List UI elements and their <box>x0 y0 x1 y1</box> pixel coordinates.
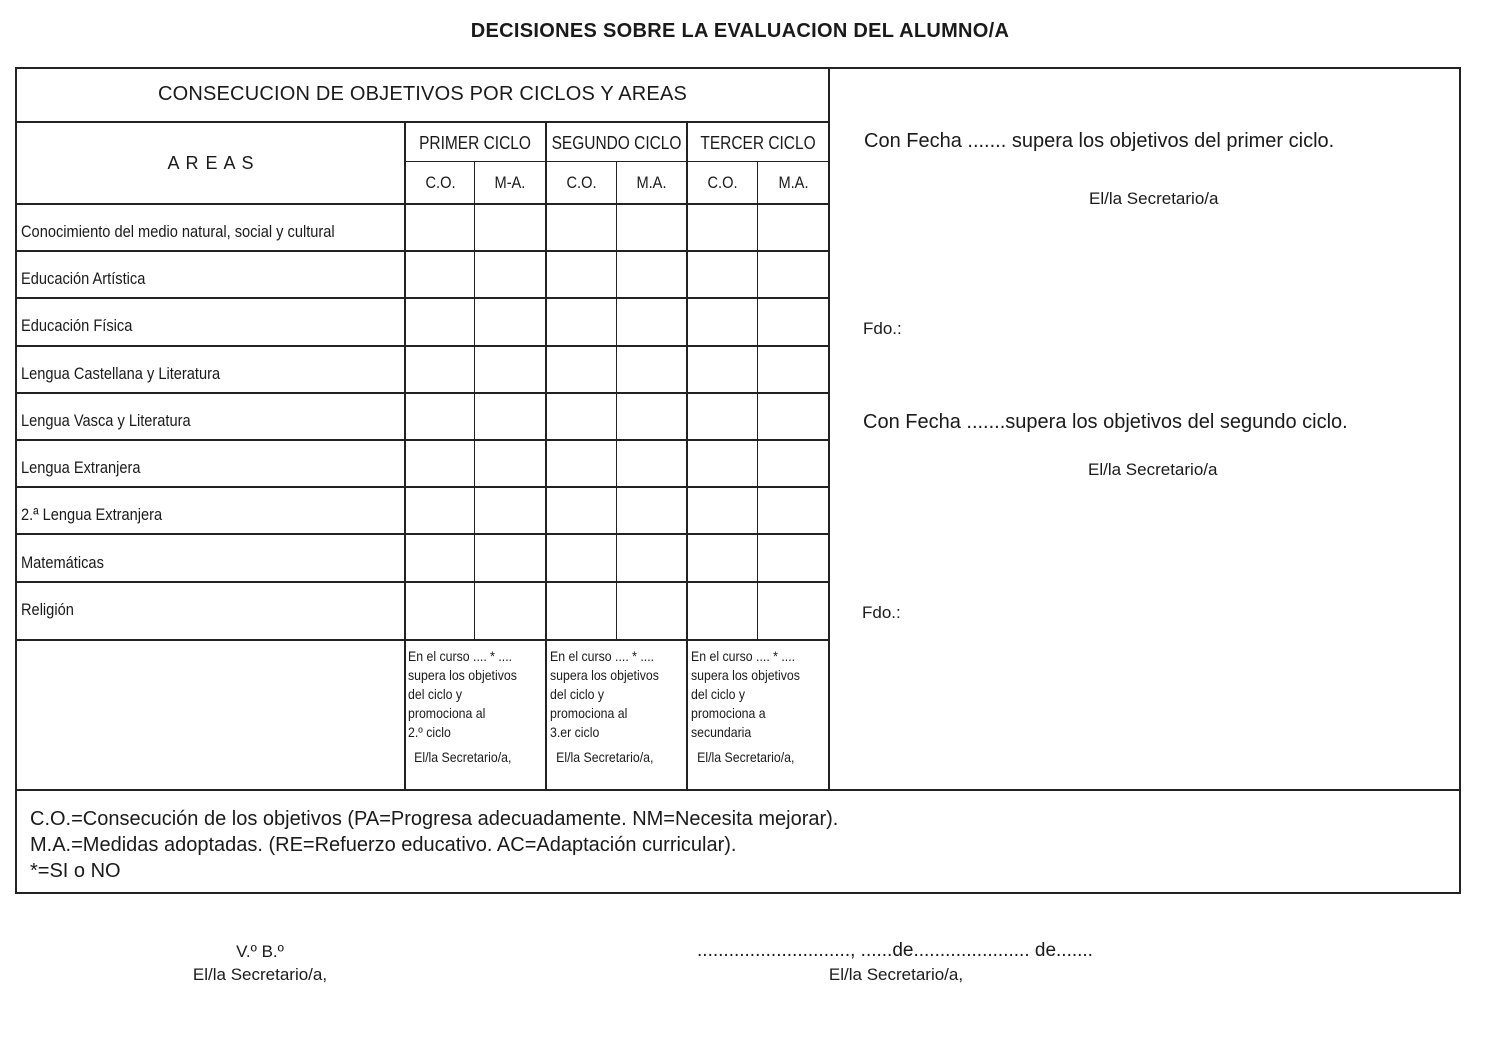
first-cycle-fdo: Fdo.: <box>863 319 902 338</box>
col-line-3 <box>686 122 688 791</box>
area-label-5: Lengua Vasca y Literatura <box>21 411 191 430</box>
row-line-6 <box>17 486 828 488</box>
row-line-7 <box>17 533 828 535</box>
sub-header-2 <box>475 164 545 202</box>
legend <box>30 806 838 884</box>
sub-header-5-text: C.O. <box>707 173 738 192</box>
row-line-5 <box>17 439 828 441</box>
promotion-note-3-secretario: El/la Secretario/a, <box>697 749 795 765</box>
area-label-7: 2.ª Lengua Extranjera <box>21 505 163 524</box>
ciclo-header-line <box>406 161 828 162</box>
row-line-2 <box>17 297 828 299</box>
areas-label-cell <box>17 123 405 203</box>
area-label-6: Lengua Extranjera <box>21 458 141 477</box>
sub-header-3 <box>547 164 616 202</box>
table-header <box>17 67 828 122</box>
ciclo-header-1-text: PRIMER CICLO <box>419 132 532 153</box>
sub-header-1 <box>406 164 474 202</box>
second-cycle-statement: Con Fecha .......supera los objetivos del segundo ciclo. <box>863 411 1348 433</box>
row-line-4 <box>17 392 828 394</box>
promotion-note-2-line-3: del ciclo y <box>550 686 605 702</box>
area-label-1: Conocimiento del medio natural, social y cultural <box>21 222 335 241</box>
promotion-note-3-line-4: promociona a <box>691 705 766 721</box>
area-label-2: Educación Artística <box>21 269 146 288</box>
area-label-4: Lengua Castellana y Literatura <box>21 364 221 383</box>
row-line-3 <box>17 345 828 347</box>
promotion-note-1-line-2: supera los objetivos <box>408 667 517 683</box>
promotion-note-2 <box>550 647 686 767</box>
promotion-note-3-line-3: del ciclo y <box>691 686 746 702</box>
ciclo-header-1 <box>406 125 545 161</box>
promotion-note-2-line-1: En el curso .... * .... <box>550 648 655 664</box>
promotion-note-1-line-5: 2.º ciclo <box>408 724 451 740</box>
promotion-note-3 <box>691 647 827 767</box>
second-cycle-fdo: Fdo.: <box>862 603 901 622</box>
legend-line-ma: M.A.=Medidas adoptadas. (RE=Refuerzo educativo. AC=Adaptación curricular). <box>30 834 737 856</box>
promotion-note-1-line-3: del ciclo y <box>408 686 463 702</box>
promotion-note-1 <box>408 647 544 767</box>
areas-label: A R E A S <box>167 152 255 173</box>
promotion-note-3-line-2: supera los objetivos <box>691 667 800 683</box>
sub-header-4 <box>617 164 686 202</box>
ciclo-header-2-text: SEGUNDO CICLO <box>551 132 682 153</box>
sub-header-6 <box>758 164 828 202</box>
area-label-3: Educación Física <box>21 316 133 335</box>
legend-line-co: C.O.=Consecución de los objetivos (PA=Progresa adecuadamente. NM=Necesita mejorar). <box>30 808 839 830</box>
date-line: ............................., ......de...................... de....... <box>697 940 1093 961</box>
row-line-1 <box>17 250 828 252</box>
promotion-note-2-secretario: El/la Secretario/a, <box>556 749 654 765</box>
ciclo-header-3 <box>688 125 828 161</box>
promotion-note-2-line-5: 3.er ciclo <box>550 724 600 740</box>
sub-col-line-3 <box>757 162 758 640</box>
legend-divider <box>15 789 1461 791</box>
table-header-text: CONSECUCION DE OBJETIVOS POR CICLOS Y AREAS <box>157 83 688 105</box>
promotion-note-2-line-2: supera los objetivos <box>550 667 659 683</box>
vb-secretario: El/la Secretario/a, <box>192 965 328 984</box>
col-line-2 <box>545 122 547 791</box>
legend-line-si-no: *=SI o NO <box>30 860 121 882</box>
promotion-note-3-line-1: En el curso .... * .... <box>691 648 796 664</box>
row-line-9 <box>17 639 828 641</box>
row-line-8 <box>17 581 828 583</box>
second-cycle-secretario: El/la Secretario/a <box>1088 460 1218 479</box>
page-title: DECISIONES SOBRE LA EVALUACION DEL ALUMNO/A <box>470 20 1010 42</box>
promotion-note-3-line-5: secundaria <box>691 724 752 740</box>
sub-col-line-2 <box>616 162 617 640</box>
area-label-9: Religión <box>21 600 74 619</box>
sub-header-3-text: C.O. <box>566 173 597 192</box>
promotion-note-2-line-4: promociona al <box>550 705 628 721</box>
date-secretario: El/la Secretario/a, <box>828 965 964 984</box>
sub-header-1-text: C.O. <box>424 173 456 192</box>
ciclo-header-2 <box>547 125 686 161</box>
ciclo-header-3-text: TERCER CICLO <box>700 132 816 153</box>
sub-header-6-text: M.A. <box>777 173 809 192</box>
promotion-note-1-line-1: En el curso .... * .... <box>408 648 513 664</box>
vb-label: V.º B.º <box>236 942 284 961</box>
area-label-8: Matemáticas <box>21 553 104 572</box>
first-cycle-statement: Con Fecha ....... supera los objetivos del primer ciclo. <box>864 130 1335 152</box>
sub-header-2-text: M-A. <box>494 173 526 192</box>
panel-divider <box>828 67 830 791</box>
sub-header-5 <box>688 164 757 202</box>
first-cycle-secretario: El/la Secretario/a <box>1089 189 1219 208</box>
sub-header-4-text: M.A. <box>636 173 667 192</box>
row-line-0 <box>17 203 828 205</box>
promotion-note-1-line-4: promociona al <box>408 705 486 721</box>
promotion-note-1-secretario: El/la Secretario/a, <box>414 749 512 765</box>
col-line-1 <box>404 122 406 791</box>
sub-col-line-1 <box>474 162 475 640</box>
